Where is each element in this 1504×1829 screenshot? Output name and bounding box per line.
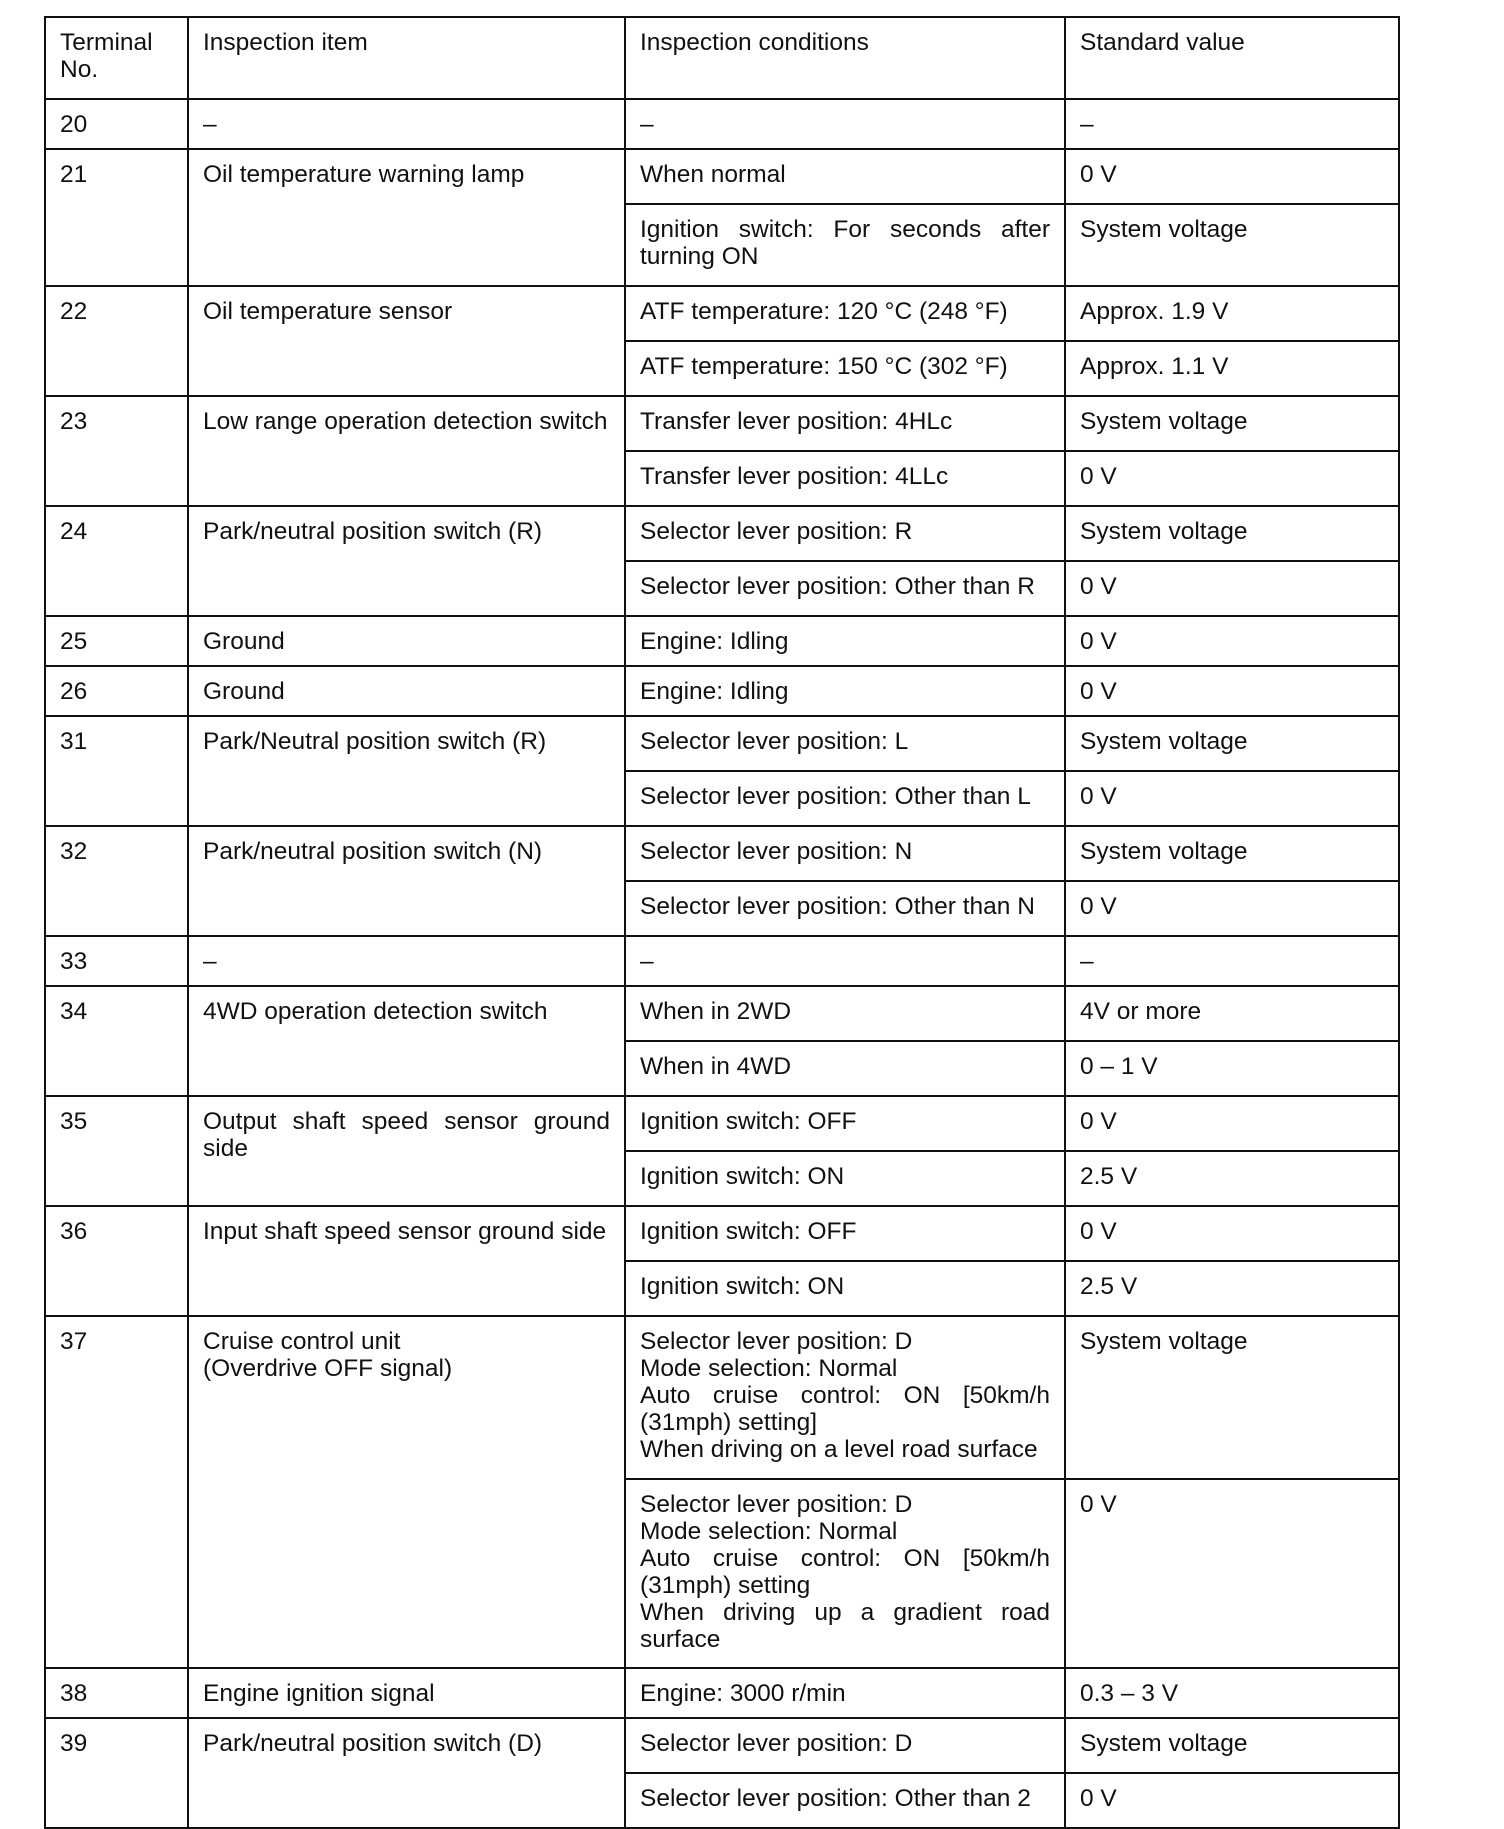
- table-row: [45, 1718, 1399, 1773]
- terminal-number-cell: 37: [45, 1316, 188, 1668]
- table-row: [45, 396, 1399, 451]
- inspection-condition-cell: –: [625, 99, 1065, 149]
- terminal-number-cell: 25: [45, 616, 188, 666]
- standard-value-cell: Approx. 1.1 V: [1065, 341, 1399, 396]
- standard-value-cell: 0 V: [1065, 451, 1399, 506]
- standard-value-cell: System voltage: [1065, 826, 1399, 881]
- terminal-number-cell: 39: [45, 1718, 188, 1828]
- standard-value-cell: –: [1065, 99, 1399, 149]
- terminal-inspection-table: [44, 16, 1400, 1829]
- header-standard-value: Standard value: [1065, 17, 1399, 99]
- table-row: [45, 936, 1399, 986]
- standard-value-cell: 0 V: [1065, 1206, 1399, 1261]
- inspection-condition-cell: Selector lever position: Other than N: [625, 881, 1065, 936]
- inspection-condition-cell: Transfer lever position: 4HLc: [625, 396, 1065, 451]
- table-row: [45, 506, 1399, 561]
- terminal-number-cell: 34: [45, 986, 188, 1096]
- table-row: [45, 616, 1399, 666]
- header-terminal-no: Terminal No.: [45, 17, 188, 99]
- standard-value-cell: System voltage: [1065, 1718, 1399, 1773]
- inspection-condition-cell: Engine: 3000 r/min: [625, 1668, 1065, 1718]
- inspection-condition-cell: Engine: Idling: [625, 616, 1065, 666]
- inspection-condition-cell: –: [625, 936, 1065, 986]
- terminal-number-cell: 31: [45, 716, 188, 826]
- standard-value-cell: 0 V: [1065, 771, 1399, 826]
- inspection-condition-cell: When in 4WD: [625, 1041, 1065, 1096]
- table-row: [45, 1316, 1399, 1479]
- standard-value-cell: 0 – 1 V: [1065, 1041, 1399, 1096]
- terminal-number-cell: 38: [45, 1668, 188, 1718]
- terminal-number-cell: 22: [45, 286, 188, 396]
- inspection-item-cell: Ground: [188, 616, 625, 666]
- inspection-condition-cell: Selector lever position: D: [625, 1718, 1065, 1773]
- inspection-condition-cell: When in 2WD: [625, 986, 1065, 1041]
- inspection-item-cell: Oil temperature sensor: [188, 286, 625, 396]
- inspection-item-cell: Cruise control unit (Overdrive OFF signal): [188, 1316, 625, 1668]
- terminal-number-cell: 35: [45, 1096, 188, 1206]
- table-row: [45, 666, 1399, 716]
- standard-value-cell: 0 V: [1065, 881, 1399, 936]
- standard-value-cell: 2.5 V: [1065, 1261, 1399, 1316]
- inspection-item-cell: Output shaft speed sensor ground side: [188, 1096, 625, 1206]
- standard-value-cell: System voltage: [1065, 1316, 1399, 1479]
- standard-value-cell: System voltage: [1065, 396, 1399, 451]
- standard-value-cell: 4V or more: [1065, 986, 1399, 1041]
- standard-value-cell: 0 V: [1065, 561, 1399, 616]
- inspection-condition-cell: When normal: [625, 149, 1065, 204]
- standard-value-cell: 0 V: [1065, 1096, 1399, 1151]
- inspection-condition-cell: Ignition switch: OFF: [625, 1096, 1065, 1151]
- standard-value-cell: System voltage: [1065, 506, 1399, 561]
- header-inspection-conditions: Inspection conditions: [625, 17, 1065, 99]
- inspection-condition-cell: Ignition switch: ON: [625, 1261, 1065, 1316]
- inspection-condition-cell: ATF temperature: 120 °C (248 °F): [625, 286, 1065, 341]
- terminal-number-cell: 20: [45, 99, 188, 149]
- inspection-item-cell: –: [188, 99, 625, 149]
- inspection-item-cell: –: [188, 936, 625, 986]
- terminal-number-cell: 24: [45, 506, 188, 616]
- table-row: [45, 149, 1399, 204]
- inspection-condition-cell: Selector lever position: L: [625, 716, 1065, 771]
- inspection-condition-cell: Ignition switch: ON: [625, 1151, 1065, 1206]
- table-row: [45, 1668, 1399, 1718]
- standard-value-cell: System voltage: [1065, 204, 1399, 286]
- inspection-item-cell: Input shaft speed sensor ground side: [188, 1206, 625, 1316]
- terminal-number-cell: 26: [45, 666, 188, 716]
- inspection-condition-cell: Ignition switch: OFF: [625, 1206, 1065, 1261]
- table-row: [45, 986, 1399, 1041]
- inspection-condition-cell: ATF temperature: 150 °C (302 °F): [625, 341, 1065, 396]
- inspection-item-cell: Low range operation detection switch: [188, 396, 625, 506]
- table-row: [45, 1206, 1399, 1261]
- inspection-condition-cell: Transfer lever position: 4LLc: [625, 451, 1065, 506]
- inspection-condition-cell: Selector lever position: Other than 2: [625, 1773, 1065, 1828]
- table-row: [45, 826, 1399, 881]
- inspection-item-cell: Park/Neutral position switch (R): [188, 716, 625, 826]
- table-header-row: [45, 17, 1399, 99]
- inspection-item-cell: Park/neutral position switch (D): [188, 1718, 625, 1828]
- standard-value-cell: 0 V: [1065, 149, 1399, 204]
- standard-value-cell: –: [1065, 936, 1399, 986]
- inspection-item-cell: Park/neutral position switch (N): [188, 826, 625, 936]
- standard-value-cell: Approx. 1.9 V: [1065, 286, 1399, 341]
- table-row: [45, 99, 1399, 149]
- header-inspection-item: Inspection item: [188, 17, 625, 99]
- table-row: [45, 716, 1399, 771]
- terminal-number-cell: 36: [45, 1206, 188, 1316]
- inspection-condition-cell: Ignition switch: For seconds after turning ON: [625, 204, 1065, 286]
- inspection-condition-cell: Engine: Idling: [625, 666, 1065, 716]
- inspection-condition-cell: Selector lever position: D Mode selection: Normal Auto cruise control: ON [50km/h (31mph) setting] When driving on a level road surface: [625, 1316, 1065, 1479]
- standard-value-cell: 0 V: [1065, 1479, 1399, 1668]
- table-body: [45, 99, 1399, 1828]
- inspection-condition-cell: Selector lever position: Other than R: [625, 561, 1065, 616]
- standard-value-cell: 0 V: [1065, 616, 1399, 666]
- standard-value-cell: 0 V: [1065, 666, 1399, 716]
- standard-value-cell: System voltage: [1065, 716, 1399, 771]
- inspection-condition-cell: Selector lever position: Other than L: [625, 771, 1065, 826]
- inspection-item-cell: Park/neutral position switch (R): [188, 506, 625, 616]
- inspection-item-cell: 4WD operation detection switch: [188, 986, 625, 1096]
- standard-value-cell: 0 V: [1065, 1773, 1399, 1828]
- table-row: [45, 286, 1399, 341]
- inspection-condition-cell: Selector lever position: N: [625, 826, 1065, 881]
- terminal-number-cell: 32: [45, 826, 188, 936]
- inspection-item-cell: Engine ignition signal: [188, 1668, 625, 1718]
- standard-value-cell: 0.3 – 3 V: [1065, 1668, 1399, 1718]
- table-row: [45, 1096, 1399, 1151]
- terminal-number-cell: 23: [45, 396, 188, 506]
- standard-value-cell: 2.5 V: [1065, 1151, 1399, 1206]
- inspection-item-cell: Oil temperature warning lamp: [188, 149, 625, 286]
- inspection-item-cell: Ground: [188, 666, 625, 716]
- inspection-condition-cell: Selector lever position: R: [625, 506, 1065, 561]
- inspection-condition-cell: Selector lever position: D Mode selection: Normal Auto cruise control: ON [50km/h (31mph) setting When driving up a gradient road surface: [625, 1479, 1065, 1668]
- terminal-number-cell: 21: [45, 149, 188, 286]
- terminal-number-cell: 33: [45, 936, 188, 986]
